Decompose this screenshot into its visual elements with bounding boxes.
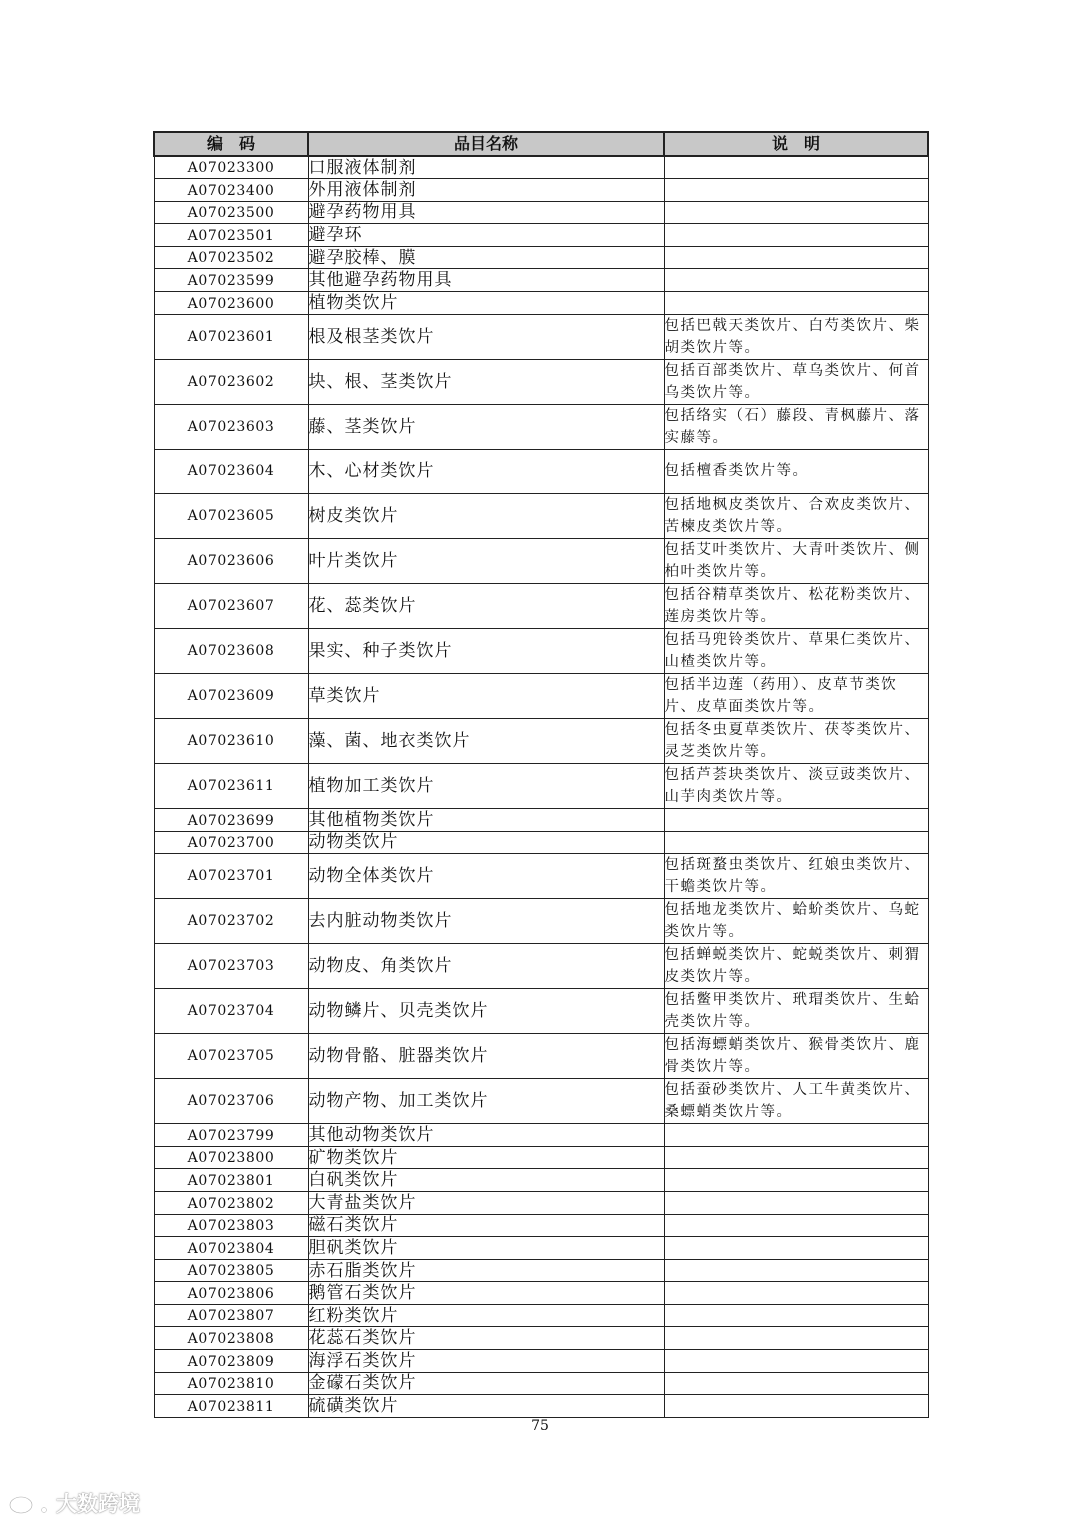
item-name-cell: 矿物类饮片 xyxy=(308,1146,664,1169)
table-row xyxy=(154,808,928,831)
description-cell xyxy=(664,1350,928,1373)
item-name-cell: 动物产物、加工类饮片 xyxy=(308,1079,664,1124)
description-cell: 包括冬虫夏草类饮片、茯苓类饮片、灵芝类饮片等。 xyxy=(664,718,928,763)
table-row xyxy=(154,1259,928,1282)
description-cell: 包括半边莲（药用）、皮草节类饮片、皮草面类饮片等。 xyxy=(664,673,928,718)
item-name-cell: 赤石脂类饮片 xyxy=(308,1259,664,1282)
code-cell: A07023702 xyxy=(154,899,308,944)
item-name-cell: 木、心材类饮片 xyxy=(308,449,664,493)
item-name-cell: 胆矾类饮片 xyxy=(308,1237,664,1260)
description-cell xyxy=(664,246,928,269)
description-cell xyxy=(664,1304,928,1327)
description-cell: 包括谷精草类饮片、松花粉类饮片、莲房类饮片等。 xyxy=(664,583,928,628)
item-name-cell: 避孕环 xyxy=(308,224,664,247)
item-name-cell: 口服液体制剂 xyxy=(308,156,664,179)
code-cell: A07023800 xyxy=(154,1146,308,1169)
code-cell: A07023809 xyxy=(154,1350,308,1373)
description-cell xyxy=(664,269,928,292)
description-cell xyxy=(664,1282,928,1305)
description-cell xyxy=(664,224,928,247)
table-row xyxy=(154,246,928,269)
description-cell xyxy=(664,1327,928,1350)
table-row xyxy=(154,359,928,404)
table-row xyxy=(154,201,928,224)
description-cell: 包括蚕砂类饮片、人工牛黄类饮片、桑螵蛸类饮片等。 xyxy=(664,1079,928,1124)
table-row xyxy=(154,538,928,583)
description-cell xyxy=(664,156,928,179)
table-row xyxy=(154,899,928,944)
table-row xyxy=(154,944,928,989)
description-cell: 包括地枫皮类饮片、合欢皮类饮片、苦楝皮类饮片等。 xyxy=(664,493,928,538)
table-row xyxy=(154,449,928,493)
item-name-cell: 动物类饮片 xyxy=(308,831,664,854)
code-cell: A07023601 xyxy=(154,314,308,359)
code-cell: A07023502 xyxy=(154,246,308,269)
table-row xyxy=(154,1034,928,1079)
table-row xyxy=(154,1327,928,1350)
description-cell xyxy=(664,1259,928,1282)
code-cell: A07023802 xyxy=(154,1191,308,1214)
code-cell: A07023500 xyxy=(154,201,308,224)
code-cell: A07023300 xyxy=(154,156,308,179)
table-row xyxy=(154,1282,928,1305)
table-row xyxy=(154,1395,928,1418)
item-name-cell: 去内脏动物类饮片 xyxy=(308,899,664,944)
item-name-cell: 动物鳞片、贝壳类饮片 xyxy=(308,989,664,1034)
code-cell: A07023400 xyxy=(154,179,308,202)
table-row xyxy=(154,269,928,292)
description-cell xyxy=(664,1237,928,1260)
code-cell: A07023701 xyxy=(154,854,308,899)
code-cell: A07023706 xyxy=(154,1079,308,1124)
code-cell: A07023801 xyxy=(154,1169,308,1192)
description-cell: 包括斑蝥虫类饮片、红娘虫类饮片、干蟾类饮片等。 xyxy=(664,854,928,899)
description-cell: 包括地龙类饮片、蛤蚧类饮片、乌蛇类饮片等。 xyxy=(664,899,928,944)
code-cell: A07023806 xyxy=(154,1282,308,1305)
code-cell: A07023804 xyxy=(154,1237,308,1260)
item-name-cell: 动物皮、角类饮片 xyxy=(308,944,664,989)
item-name-cell: 大青盐类饮片 xyxy=(308,1191,664,1214)
code-cell: A07023606 xyxy=(154,538,308,583)
description-cell xyxy=(664,179,928,202)
table-row xyxy=(154,628,928,673)
item-name-cell: 避孕胶棒、膜 xyxy=(308,246,664,269)
table-row xyxy=(154,1191,928,1214)
table-row xyxy=(154,1350,928,1373)
item-name-cell: 树皮类饮片 xyxy=(308,493,664,538)
item-name-cell: 其他避孕药物用具 xyxy=(308,269,664,292)
description-cell xyxy=(664,1169,928,1192)
code-cell: A07023807 xyxy=(154,1304,308,1327)
description-cell xyxy=(664,201,928,224)
item-name-cell: 鹅管石类饮片 xyxy=(308,1282,664,1305)
code-cell: A07023810 xyxy=(154,1372,308,1395)
watermark xyxy=(8,1488,140,1518)
description-cell: 包括马兜铃类饮片、草果仁类饮片、山楂类饮片等。 xyxy=(664,628,928,673)
table-row xyxy=(154,989,928,1034)
description-cell xyxy=(664,292,928,315)
table-row xyxy=(154,493,928,538)
code-cell: A07023803 xyxy=(154,1214,308,1237)
description-cell xyxy=(664,1146,928,1169)
code-cell: A07023607 xyxy=(154,583,308,628)
code-cell: A07023599 xyxy=(154,269,308,292)
description-cell: 包括鳖甲类饮片、玳瑁类饮片、生蛤壳类饮片等。 xyxy=(664,989,928,1034)
table-row xyxy=(154,292,928,315)
table-row xyxy=(154,224,928,247)
item-name-cell: 果实、种子类饮片 xyxy=(308,628,664,673)
item-name-cell: 根及根茎类饮片 xyxy=(308,314,664,359)
code-cell: A07023700 xyxy=(154,831,308,854)
header-code: 编 码 xyxy=(154,132,308,156)
catalog-table xyxy=(153,131,929,1418)
table-body xyxy=(154,156,928,1417)
item-name-cell: 外用液体制剂 xyxy=(308,179,664,202)
header-item-name: 品目名称 xyxy=(308,132,664,156)
item-name-cell: 硫磺类饮片 xyxy=(308,1395,664,1418)
table-row xyxy=(154,763,928,808)
item-name-cell: 金礞石类饮片 xyxy=(308,1372,664,1395)
item-name-cell: 花、蕊类饮片 xyxy=(308,583,664,628)
table-row xyxy=(154,854,928,899)
item-name-cell: 海浮石类饮片 xyxy=(308,1350,664,1373)
weibo-logo-icon xyxy=(8,1490,52,1516)
table-row xyxy=(154,314,928,359)
table-row xyxy=(154,156,928,179)
code-cell: A07023501 xyxy=(154,224,308,247)
description-cell: 包括蝉蜕类饮片、蛇蜕类饮片、刺猬皮类饮片等。 xyxy=(664,944,928,989)
header-description: 说 明 xyxy=(664,132,928,156)
table-row xyxy=(154,673,928,718)
code-cell: A07023699 xyxy=(154,808,308,831)
item-name-cell: 动物骨骼、脏器类饮片 xyxy=(308,1034,664,1079)
item-name-cell: 其他动物类饮片 xyxy=(308,1124,664,1147)
description-cell xyxy=(664,1191,928,1214)
code-cell: A07023805 xyxy=(154,1259,308,1282)
description-cell xyxy=(664,808,928,831)
item-name-cell: 藤、茎类饮片 xyxy=(308,404,664,449)
item-name-cell: 白矾类饮片 xyxy=(308,1169,664,1192)
description-cell: 包括芦荟块类饮片、淡豆豉类饮片、山芋肉类饮片等。 xyxy=(664,763,928,808)
description-cell xyxy=(664,1372,928,1395)
description-cell: 包括络实（石）藤段、青枫藤片、落实藤等。 xyxy=(664,404,928,449)
code-cell: A07023705 xyxy=(154,1034,308,1079)
table-row xyxy=(154,1214,928,1237)
code-cell: A07023799 xyxy=(154,1124,308,1147)
code-cell: A07023703 xyxy=(154,944,308,989)
description-cell: 包括艾叶类饮片、大青叶类饮片、侧柏叶类饮片等。 xyxy=(664,538,928,583)
table-row xyxy=(154,1079,928,1124)
table-row xyxy=(154,583,928,628)
item-name-cell: 藻、菌、地衣类饮片 xyxy=(308,718,664,763)
code-cell: A07023808 xyxy=(154,1327,308,1350)
code-cell: A07023611 xyxy=(154,763,308,808)
code-cell: A07023608 xyxy=(154,628,308,673)
description-cell xyxy=(664,1214,928,1237)
code-cell: A07023609 xyxy=(154,673,308,718)
code-cell: A07023602 xyxy=(154,359,308,404)
item-name-cell: 花蕊石类饮片 xyxy=(308,1327,664,1350)
item-name-cell: 磁石类饮片 xyxy=(308,1214,664,1237)
item-name-cell: 动物全体类饮片 xyxy=(308,854,664,899)
description-cell: 包括海螵蛸类饮片、猴骨类饮片、鹿骨类饮片等。 xyxy=(664,1034,928,1079)
table-row xyxy=(154,1146,928,1169)
table-row xyxy=(154,1372,928,1395)
item-name-cell: 植物加工类饮片 xyxy=(308,763,664,808)
description-cell: 包括百部类饮片、草乌类饮片、何首乌类饮片等。 xyxy=(664,359,928,404)
code-cell: A07023603 xyxy=(154,404,308,449)
table-row xyxy=(154,179,928,202)
item-name-cell: 块、根、茎类饮片 xyxy=(308,359,664,404)
code-cell: A07023811 xyxy=(154,1395,308,1418)
table-row xyxy=(154,831,928,854)
item-name-cell: 其他植物类饮片 xyxy=(308,808,664,831)
table-row xyxy=(154,1124,928,1147)
code-cell: A07023610 xyxy=(154,718,308,763)
table-header-row xyxy=(154,132,928,156)
item-name-cell: 叶片类饮片 xyxy=(308,538,664,583)
code-cell: A07023604 xyxy=(154,449,308,493)
item-name-cell: 草类饮片 xyxy=(308,673,664,718)
description-cell xyxy=(664,831,928,854)
table-row xyxy=(154,718,928,763)
table-row xyxy=(154,404,928,449)
description-cell xyxy=(664,1124,928,1147)
code-cell: A07023605 xyxy=(154,493,308,538)
item-name-cell: 红粉类饮片 xyxy=(308,1304,664,1327)
item-name-cell: 避孕药物用具 xyxy=(308,201,664,224)
table-row xyxy=(154,1237,928,1260)
description-cell xyxy=(664,1395,928,1418)
code-cell: A07023704 xyxy=(154,989,308,1034)
description-cell: 包括巴戟天类饮片、白芍类饮片、柴胡类饮片等。 xyxy=(664,314,928,359)
table-row xyxy=(154,1169,928,1192)
table-row xyxy=(154,1304,928,1327)
watermark-text: 大数跨境 xyxy=(56,1492,140,1516)
description-cell: 包括檀香类饮片等。 xyxy=(664,449,928,493)
code-cell: A07023600 xyxy=(154,292,308,315)
page-number: 75 xyxy=(531,1418,549,1434)
item-name-cell: 植物类饮片 xyxy=(308,292,664,315)
